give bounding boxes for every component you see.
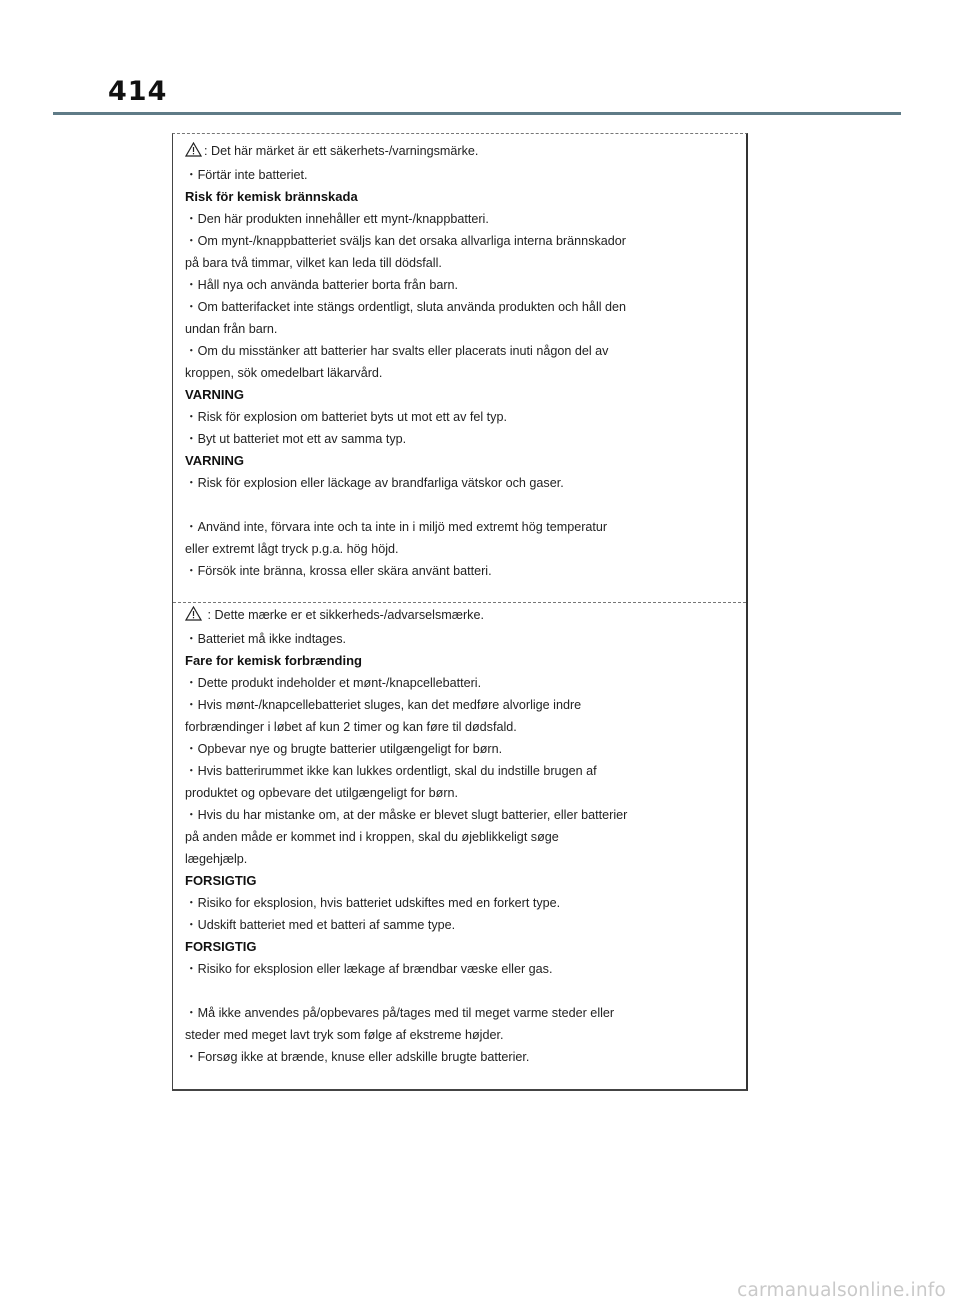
danish-line-9: ・Risiko for eksplosion eller lækage af brændbar væske eller gas.: [185, 962, 553, 976]
warning-triangle-icon: [185, 142, 202, 164]
warning-triangle-icon: [185, 606, 202, 628]
danish-line-3a: ・Hvis mønt-/knapcellebatteriet sluges, kan det medføre alvorlige indre: [185, 698, 582, 712]
danish-line-6a: ・Hvis du har mistanke om, at der måske er blevet slugt batterier, eller batterier: [185, 808, 628, 822]
swedish-line-5a: ・Om batterifacket inte stängs ordentligt, sluta använda produkten och håll den: [185, 300, 627, 314]
danish-line-11: ・Forsøg ikke at brænde, knuse eller adskille brugte batterier.: [185, 1050, 530, 1064]
swedish-heading-warning-2: VARNING: [185, 453, 244, 468]
danish-intro-line: [185, 604, 732, 628]
danish-line-6b: på anden måde er kommet ind i kroppen, skal du øjeblikkeligt søge: [185, 830, 559, 844]
swedish-line-4: ・Håll nya och använda batterier borta från barn.: [185, 278, 459, 292]
danish-line-8: ・Udskift batteriet med et batteri af samme type.: [185, 918, 456, 932]
swedish-line-8: ・Byt ut batteriet mot ett av samma typ.: [185, 432, 407, 446]
danish-section: [173, 604, 746, 1068]
swedish-line-3a: ・Om mynt-/knappbatteriet sväljs kan det orsaka allvarliga interna brännskador: [185, 234, 626, 248]
swedish-section: [173, 140, 746, 582]
spacer: [185, 980, 732, 1002]
swedish-line-6a: ・Om du misstänker att batterier har svalts eller placerats inuti någon del av: [185, 344, 609, 358]
danish-heading-caution-2: FORSIGTIG: [185, 939, 257, 954]
danish-line-1: ・Batteriet må ikke indtages.: [185, 632, 346, 646]
danish-line-6c: lægehjælp.: [185, 852, 248, 866]
swedish-line-3b: på bara två timmar, vilket kan leda till dödsfall.: [185, 256, 442, 270]
swedish-heading-chemical-burn: Risk för kemisk brännskada: [185, 189, 358, 204]
swedish-line-7: ・Risk för explosion om batteriet byts ut mot ett av fel typ.: [185, 410, 507, 424]
page-number: 414: [108, 76, 168, 107]
swedish-line-2: ・Den här produkten innehåller ett mynt-/knappbatteri.: [185, 212, 489, 226]
danish-intro-text: : Dette mærke er et sikkerheds-/advarselsmærke.: [204, 608, 484, 622]
swedish-line-5b: undan från barn.: [185, 322, 278, 336]
swedish-line-9: ・Risk för explosion eller läckage av brandfarliga vätskor och gaser.: [185, 476, 564, 490]
danish-line-7: ・Risiko for eksplosion, hvis batteriet udskiftes med en forkert type.: [185, 896, 561, 910]
section-divider: [173, 602, 746, 603]
danish-line-10b: steder med meget lavt tryk som følge af ekstreme højder.: [185, 1028, 504, 1042]
danish-heading-caution-1: FORSIGTIG: [185, 873, 257, 888]
swedish-line-1: ・Förtär inte batteriet.: [185, 168, 308, 182]
danish-line-5a: ・Hvis batterirummet ikke kan lukkes ordentligt, skal du indstille brugen af: [185, 764, 597, 778]
swedish-line-11: ・Försök inte bränna, krossa eller skära använt batteri.: [185, 564, 492, 578]
battery-warning-box: [172, 133, 748, 1091]
swedish-intro-text: : Det här märket är ett säkerhets-/varningsmärke.: [204, 144, 479, 158]
danish-line-10a: ・Må ikke anvendes på/opbevares på/tages med til meget varme steder eller: [185, 1006, 615, 1020]
header-rule: [53, 112, 901, 115]
swedish-heading-warning-1: VARNING: [185, 387, 244, 402]
swedish-line-10b: eller extremt lågt tryck p.g.a. hög höjd.: [185, 542, 399, 556]
danish-line-3b: forbrændinger i løbet af kun 2 timer og kan føre til dødsfald.: [185, 720, 517, 734]
swedish-line-10a: ・Använd inte, förvara inte och ta inte in i miljö med extremt hög temperatur: [185, 520, 608, 534]
danish-heading-chemical-burn: Fare for kemisk forbrænding: [185, 653, 362, 668]
danish-line-2: ・Dette produkt indeholder et mønt-/knapcellebatteri.: [185, 676, 482, 690]
swedish-intro-line: [185, 140, 732, 164]
site-watermark: carmanualsonline.info: [737, 1280, 946, 1301]
spacer: [185, 494, 732, 516]
danish-line-5b: produktet og opbevare det utilgængeligt for børn.: [185, 786, 459, 800]
danish-line-4: ・Opbevar nye og brugte batterier utilgængeligt for børn.: [185, 742, 503, 756]
swedish-line-6b: kroppen, sök omedelbart läkarvård.: [185, 366, 383, 380]
